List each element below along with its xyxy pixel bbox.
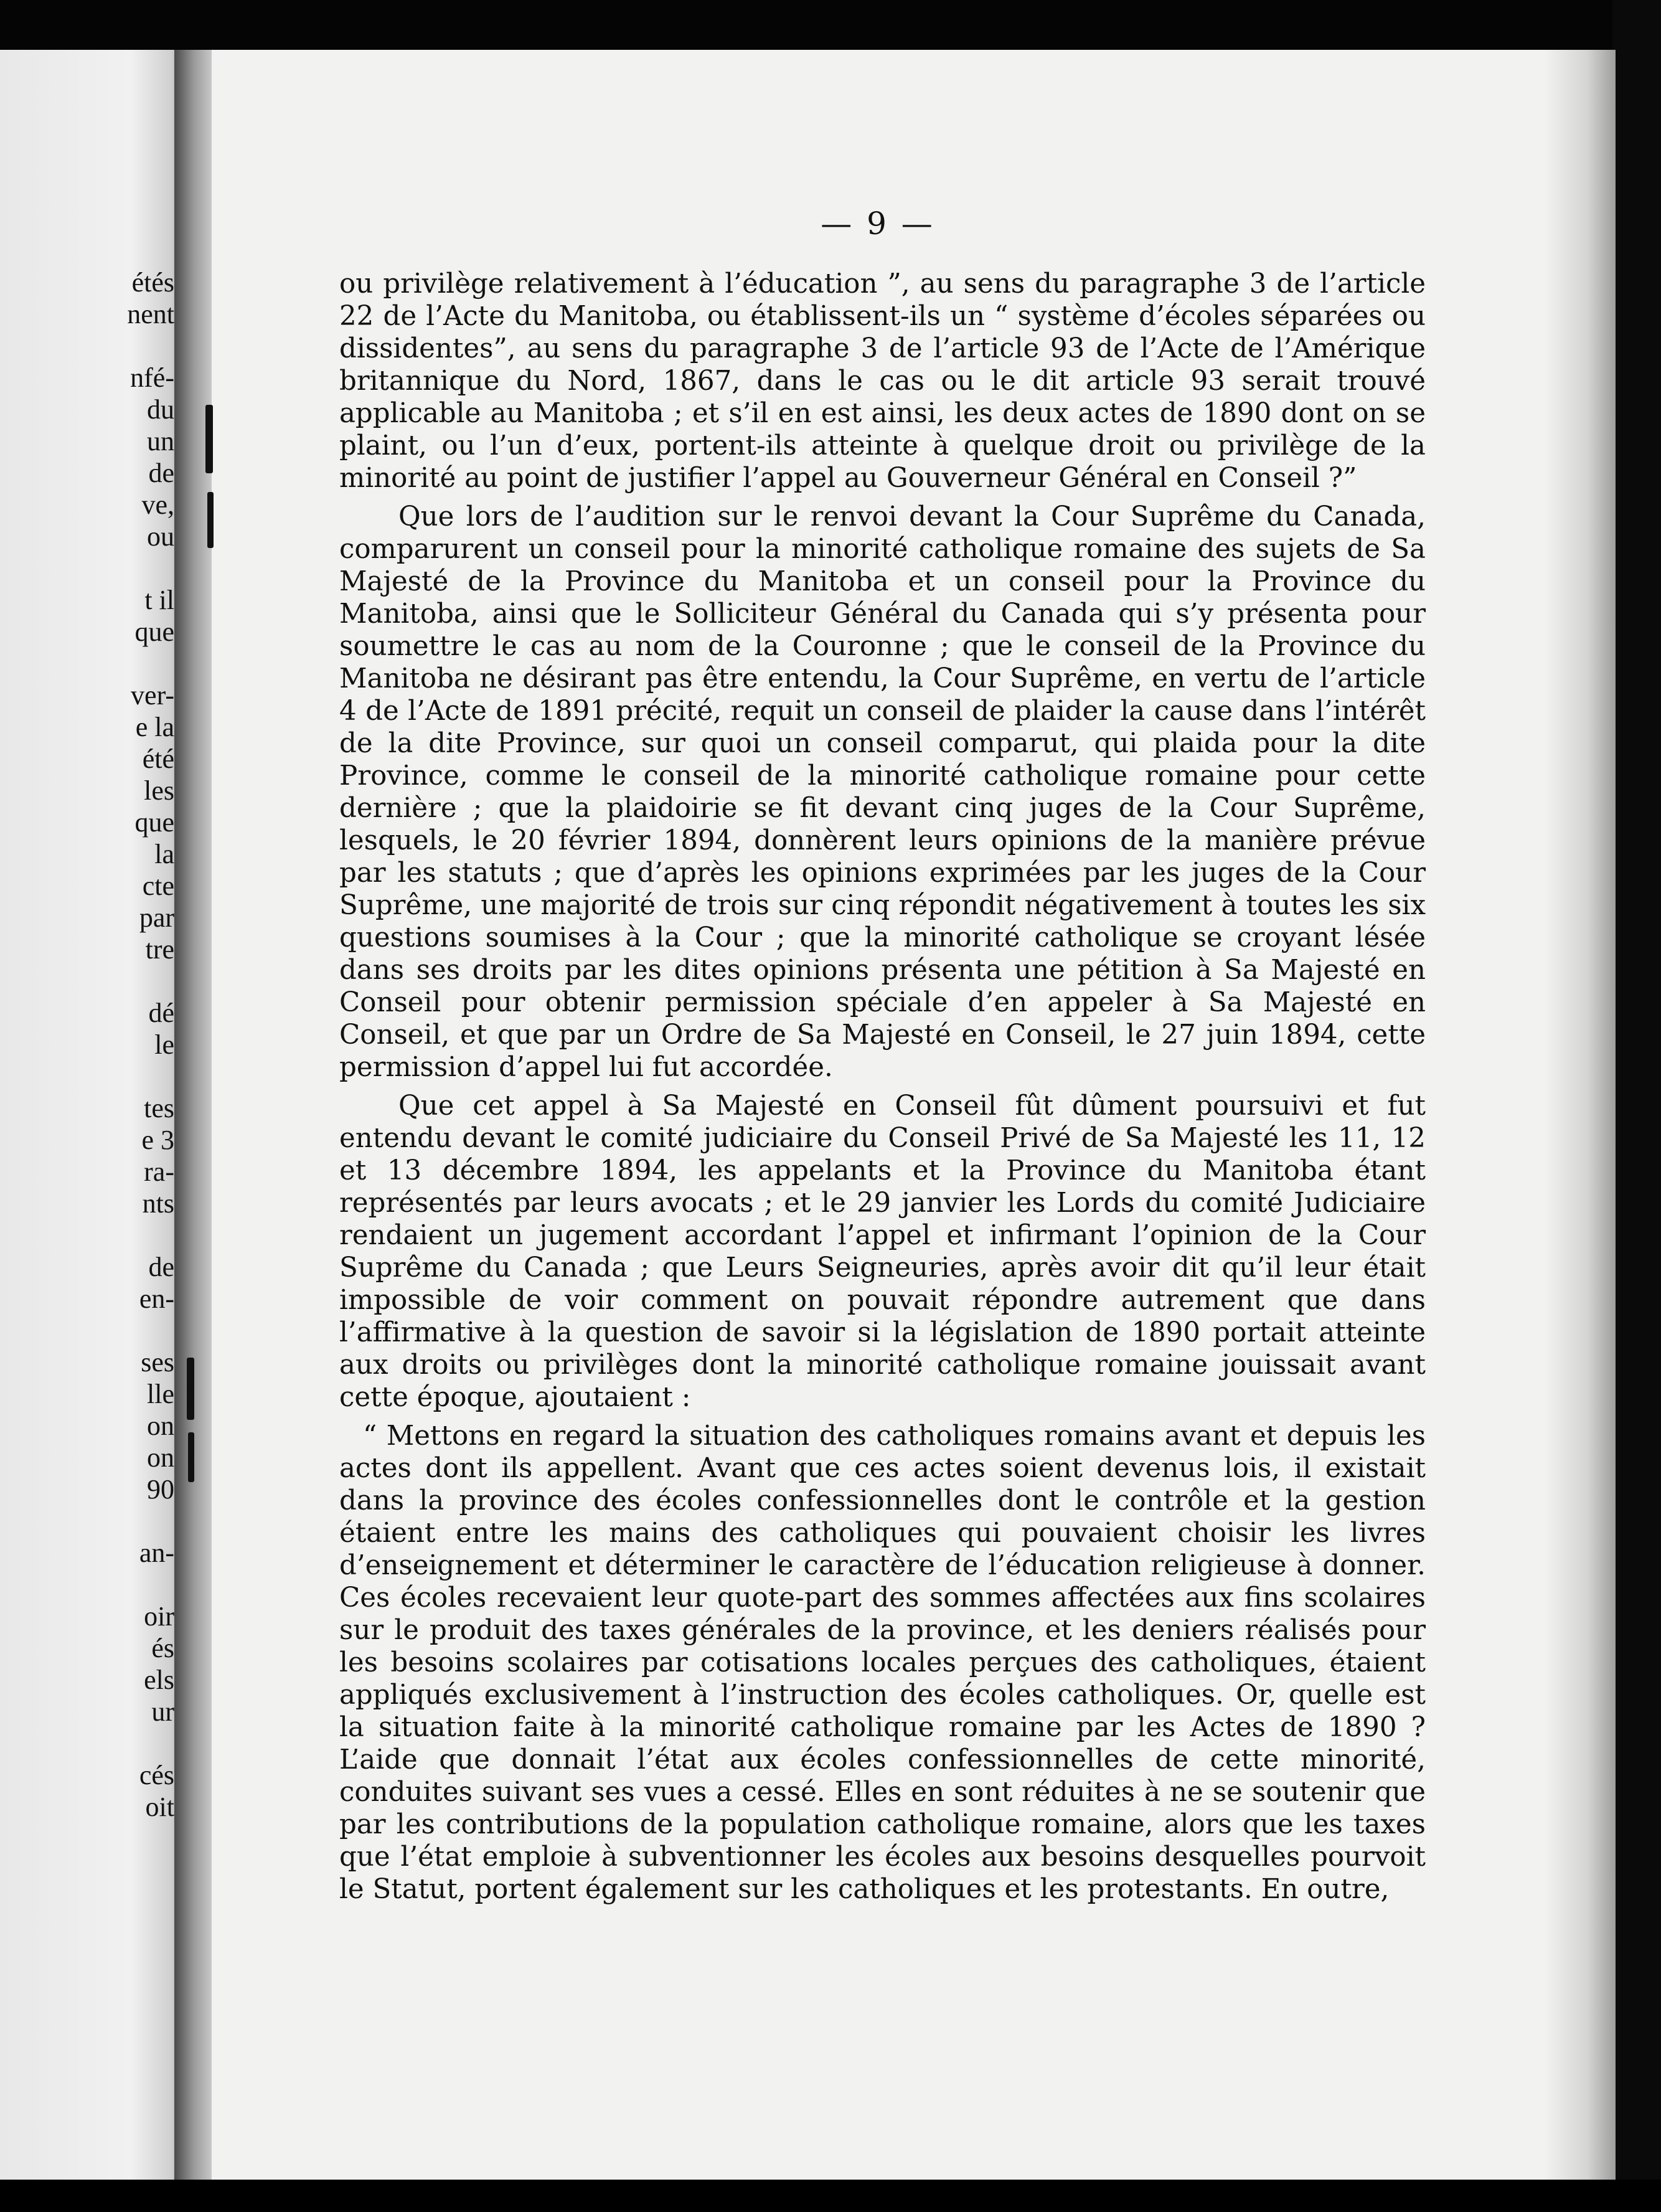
previous-page-text-fragment: cés [139,1760,174,1790]
previous-page-text-fragment: e 3 [141,1125,174,1155]
previous-page-text-fragment: ver- [131,680,174,711]
margin-mark [188,1432,194,1482]
scan-border-right [1612,0,1661,2212]
previous-page-text-fragment: t il [144,585,174,615]
previous-page-text-fragment: de [148,1252,174,1282]
previous-page-text-fragment: que [134,807,174,838]
paragraph-hearing: Que lors de l’audition sur le renvoi devant la Cour Suprême du Canada, comparurent un conseil pour la minorité catholique romaine des sujets de Sa Majesté de la Province du Manitoba et un conseil pour la Province du Manitoba, ainsi que le Solliciteur Général du Canada qui s’y présenta pour soumettre le cas au nom de la Couronne ; que le conseil de la Province du Manitoba ne désirant pas être entendu, la Cour Suprême, en vertu de l’article 4 de l’Acte de 1891 précité, requit un conseil de plaider la cause dans l’intérêt de la dite Province, sur quoi un conseil comparut, qui plaida pour la dite Province, comme le conseil de la minorité catholique romaine pour cette dernière ; que la plaidoirie se fit devant cinq juges de la Cour Suprême, lesquels, le 20 février 1894, donnèrent leurs opinions de la manière prévue par les statuts ; que d’après les opinions exprimées par les juges de la Cour Suprême, une majorité de trois sur cinq répondit négativement à toutes les six questions soumises à la Cour ; que la minorité catholique se croyant lésée dans ses droits par les dites opinions présenta une pétition à Sa Majesté en Conseil pour obtenir permission spéciale d’en appeler à Sa Majesté en Conseil, et que par un Ordre de Sa Majesté en Conseil, le 27 juin 1894, cette permission d’appel lui fut accordée. [339,501,1426,1083]
previous-page-text-fragment: du [147,394,174,425]
previous-page-text-fragment: la [154,839,174,869]
previous-page-text-fragment: tes [144,1093,174,1123]
previous-page-text-fragment: ses [141,1347,174,1378]
scan-border-top [0,0,1661,50]
previous-page-text-fragment: ve, [141,489,174,520]
previous-page-text-fragment: par [139,902,174,933]
paragraph-appeal: Que cet appel à Sa Majesté en Conseil fût dûment poursuivi et fut entendu devant le comité judiciaire du Conseil Privé de Sa Majesté les 11, 12 et 13 décembre 1894, les appelants et la Province du Manitoba étant représentés par leurs avocats ; et le 29 janvier les Lords du comité Judiciaire rendaient un jugement accordant l’appel et infirmant l’opinion de la Cour Suprême du Canada ; que Leurs Seigneuries, après avoir dit qu’il leur était impossible de voir comment on pouvait répondre autrement que dans l’affirmative à la question de savoir si la législation de 1890 portait atteinte aux droits ou privilèges dont la minorité catholique romaine jouissait avant cette époque, ajoutaient : [339,1090,1426,1413]
previous-page-text-fragment: les [144,775,174,806]
previous-page-text-fragment: ur [151,1696,174,1727]
previous-page-text-fragment: cte [142,871,174,901]
previous-page-text-fragment: on [147,1411,174,1441]
page-number: — 9 — [821,206,935,242]
page-edge-shadow [1544,50,1616,2180]
previous-page-text-fragment: nent [127,299,174,329]
previous-page-text-fragment: an- [139,1538,174,1568]
margin-mark [205,405,213,473]
previous-page-text-fragment: ou [147,521,174,552]
paragraph-quotation: “ Mettons en regard la situation des catholiques romains avant et depuis les actes dont ils appellent. Avant que ces actes soient devenus lois, il existait dans la province des écoles confessionnelles dont le contrôle et la gestion étaient entre les mains des catholiques qui pouvaient choisir les livres d’enseignement et déterminer le caractère de l’éducation religieuse à donner. Ces écoles recevaient leur quote-part des sommes affectées aux fins scolaires sur le produit des taxes générales de la province, et les deniers réalisés pour les besoins scolaires par cotisations locales perçues des catholiques, étaient appliqués exclusivement à l’instruction des écoles catholiques. Or, quelle est la situation faite à la minorité catholique romaine par les Actes de 1890 ? L’aide que donnait l’état aux écoles confessionnelles de cette minorité, conduites suivant ses vues a cessé. Elles en sont réduites à ne se soutenir que par les contributions de la population catholique romaine, alors que les taxes que l’état emploie à subventionner les écoles aux besoins desquelles pourvoit le Statut, portent également sur les catholiques et les protestants. En outre, [339,1420,1426,1905]
previous-page-text-fragment: 90 [147,1474,174,1505]
previous-page-text-fragment: lle [147,1379,174,1409]
scan-border-bottom [0,2180,1661,2212]
previous-page-text-fragment: que [134,617,174,647]
previous-page-text-fragment: nts [142,1188,174,1219]
previous-page-text-fragment: e la [135,712,174,742]
previous-page-text-fragment: en- [139,1283,174,1314]
previous-page-text-fragment: le [154,1029,174,1060]
paragraph-question-end: ou privilège relativement à l’éducation ”, au sens du paragraphe 3 de l’article 22 de l’Acte du Manitoba, ou établissent-ils un “ système d’écoles séparées ou dissidentes”, au sens du paragraphe 3 de l’article 93 de l’Acte de l’Amérique britannique du Nord, 1867, dans le cas ou le dit article 93 serait trouvé applicable au Manitoba ; et s’il en est ainsi, les deux actes de 1890 dont on se plaint, ou l’un d’eux, portent-ils atteinte à quelque droit ou privilège de la minorité au point de justifier l’appel au Gouverneur Général en Conseil ?” [339,268,1426,494]
previous-page-text-fragment: dé [148,998,174,1028]
previous-page-text-fragment: étés [131,267,174,298]
margin-mark [207,492,214,548]
body-text [339,262,1426,1906]
previous-page-text-fragment: un [147,426,174,456]
margin-mark [187,1358,194,1420]
previous-page-text-fragment: és [151,1633,174,1663]
previous-page-text-fragment: on [147,1442,174,1473]
previous-page-text-fragment: oit [145,1792,174,1822]
previous-page-text-fragment: été [142,744,174,774]
previous-page-text-fragment: de [148,458,174,488]
previous-page-text-fragment: els [144,1665,174,1695]
previous-page-text-fragment: tre [145,934,174,965]
previous-page-strip [0,50,187,2180]
previous-page-text-fragment: ra- [144,1156,174,1187]
previous-page-text-fragment: nfé- [130,362,174,393]
previous-page-text-fragment: oir [144,1601,174,1632]
